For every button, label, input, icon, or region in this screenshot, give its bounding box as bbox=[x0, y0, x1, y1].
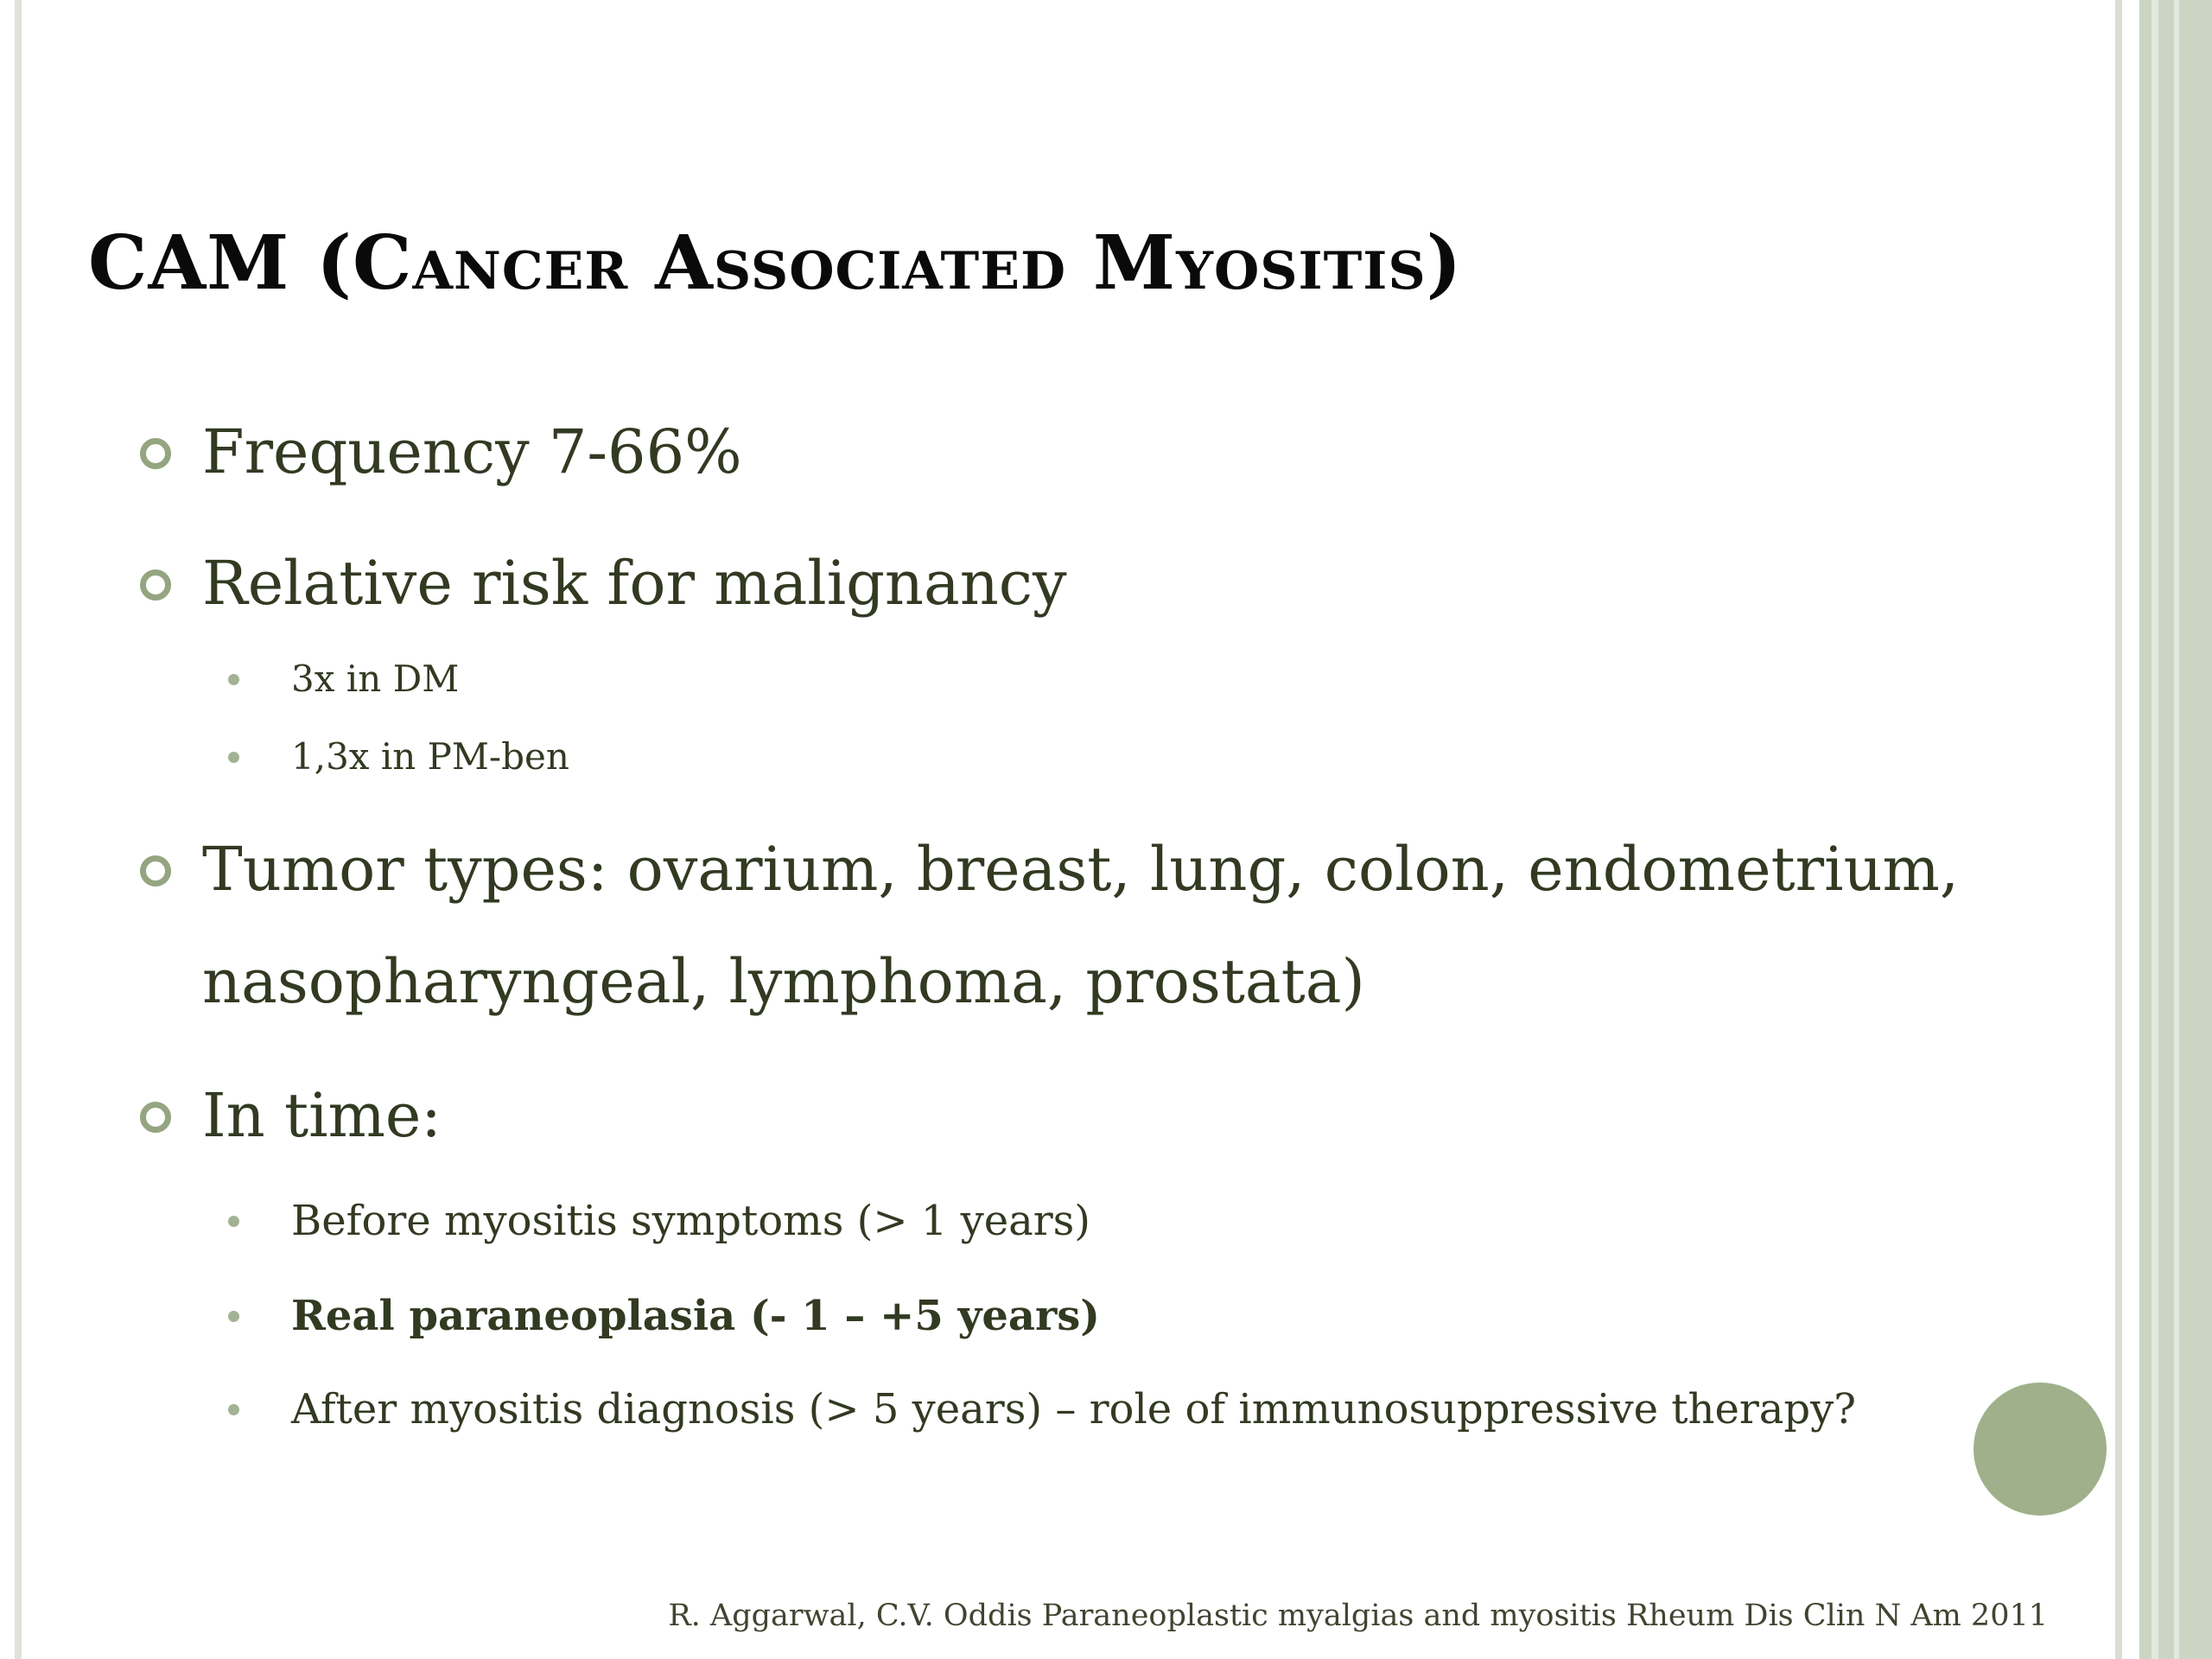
right-border-band bbox=[2115, 0, 2122, 1659]
right-border-band bbox=[2152, 0, 2158, 1659]
slide-title: CAM (Cancer Associated Myositis) bbox=[88, 219, 1463, 307]
ring-bullet-icon bbox=[140, 855, 171, 887]
left-border-rule bbox=[15, 0, 22, 1659]
sub-bullet-dm: 3x in DM bbox=[291, 658, 460, 700]
dot-bullet-icon bbox=[228, 752, 239, 763]
dot-bullet-icon bbox=[228, 1216, 239, 1227]
bullet-tumor-types: Tumor types: ovarium, breast, lung, colon, endometrium, nasopharyngeal, lymphoma, prostata) bbox=[202, 834, 1960, 1017]
sub-bullet-pm: 1,3x in PM-ben bbox=[291, 735, 569, 778]
dot-bullet-icon bbox=[228, 674, 239, 685]
decorative-circle bbox=[1974, 1382, 2107, 1516]
ring-bullet-icon bbox=[140, 569, 171, 601]
sub-bullet-real-paraneoplasia: Real paraneoplasia (- 1 – +5 years) bbox=[291, 1292, 1100, 1340]
bullet-frequency: Frequency 7-66% bbox=[202, 416, 742, 487]
sub-bullet-after: After myositis diagnosis (> 5 years) – role of immunosuppressive therapy? bbox=[291, 1385, 1856, 1433]
dot-bullet-icon bbox=[228, 1311, 239, 1322]
dot-bullet-icon bbox=[228, 1404, 239, 1415]
ring-bullet-icon bbox=[140, 1102, 171, 1133]
right-border-band bbox=[2174, 0, 2179, 1659]
bullet-relative-risk: Relative risk for malignancy bbox=[202, 548, 1067, 619]
reference-citation: R. Aggarwal, C.V. Oddis Paraneoplastic myalgias and myositis Rheum Dis Clin N Am 2011 bbox=[668, 1599, 2048, 1633]
ring-bullet-icon bbox=[140, 438, 171, 469]
sub-bullet-before: Before myositis symptoms (> 1 years) bbox=[291, 1197, 1091, 1245]
bullet-in-time: In time: bbox=[202, 1080, 442, 1151]
